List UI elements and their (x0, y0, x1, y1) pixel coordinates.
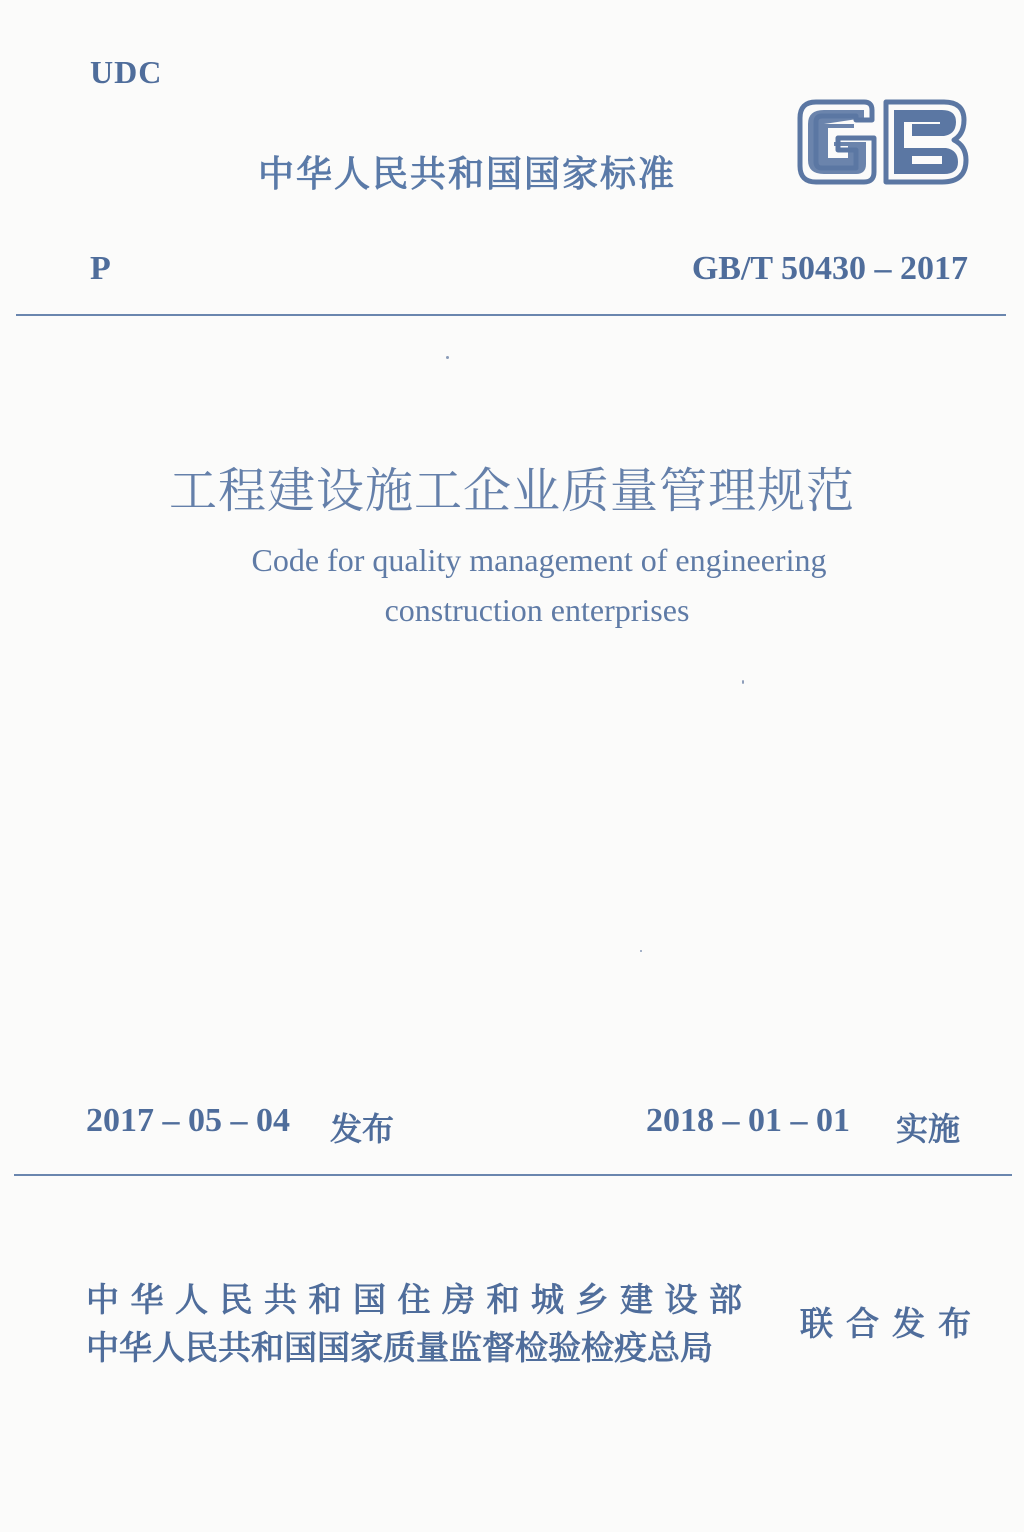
issue-label: 发布 (330, 1110, 395, 1148)
publisher-ministry-housing: 中华人民共和国住房和城乡建设部 (86, 1280, 754, 1319)
title-english-line1: Code for quality management of engineering (251, 542, 827, 578)
publisher-aqsiq: 中华人民共和国国家质量监督检验检疫总局 (86, 1328, 713, 1367)
gb-logo-icon (794, 98, 970, 186)
bottom-divider (14, 1174, 1012, 1176)
top-divider (16, 314, 1006, 316)
category-code: P (90, 250, 111, 287)
implementation-label: 实施 (896, 1110, 961, 1148)
title-chinese: 工程建设施工企业质量管理规范 (168, 463, 855, 519)
national-standard-heading: 中华人民共和国国家标准 (258, 154, 677, 195)
standard-number: GB/T 50430 – 2017 (691, 250, 968, 287)
paper-speck (640, 950, 642, 952)
title-english-line2: construction enterprises (384, 592, 690, 628)
issue-date: 2017 – 05 – 04 (86, 1102, 290, 1139)
implementation-date: 2018 – 01 – 01 (646, 1102, 850, 1139)
joint-publication-label: 联合发布 (800, 1304, 984, 1343)
udc-label: UDC (90, 54, 163, 90)
paper-speck (742, 680, 744, 684)
paper-speck (446, 356, 449, 359)
